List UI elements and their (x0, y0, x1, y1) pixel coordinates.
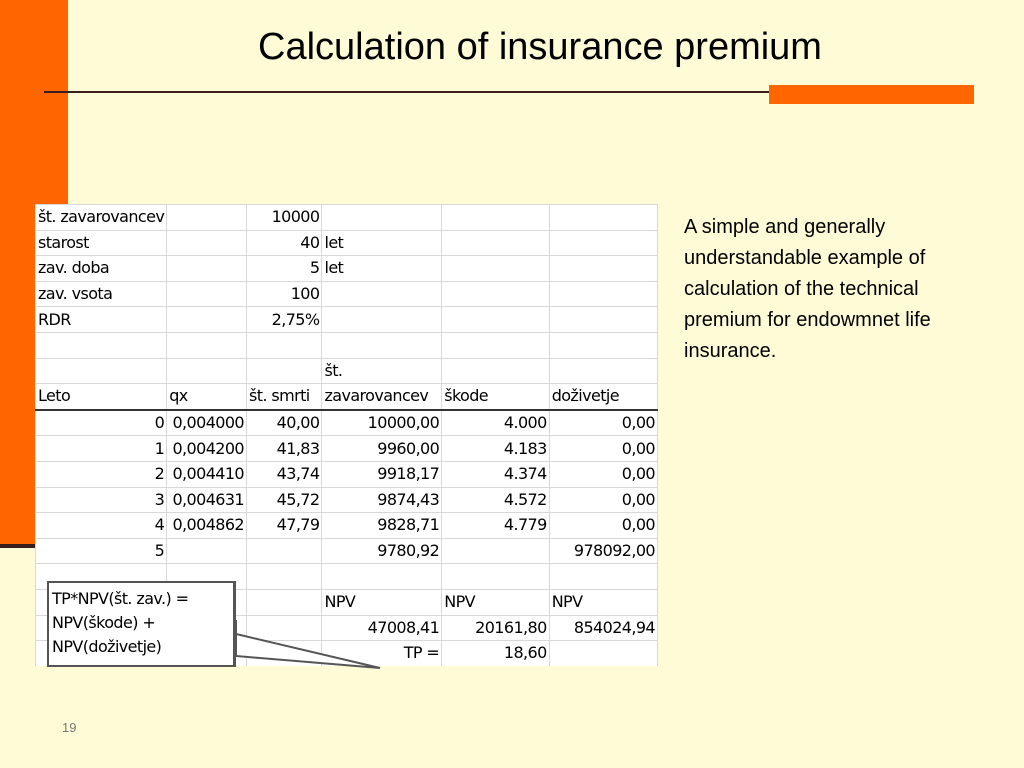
description-text: A simple and generally understandable example of calculation of the technical premium for endowmnet life insurance. (684, 216, 931, 362)
table-cell: NPV (442, 589, 549, 615)
table-cell (549, 281, 657, 307)
table-cell (442, 564, 549, 590)
table-cell (549, 230, 657, 256)
table-cell: 2 (36, 461, 167, 487)
table-cell: 20161,80 (442, 615, 549, 641)
table-cell: 0,00 (549, 487, 657, 513)
table-cell (322, 332, 442, 358)
table-cell (549, 205, 657, 231)
column-header: Leto (36, 384, 167, 410)
table-cell: zav. vsota (36, 281, 167, 307)
table-cell: 854024,94 (549, 615, 657, 641)
table-cell (36, 358, 167, 384)
table-cell: 0,00 (549, 436, 657, 462)
table-cell: RDR (36, 307, 167, 333)
table-cell: 4.779 (442, 513, 549, 539)
table-cell (322, 281, 442, 307)
table-cell: 4 (36, 513, 167, 539)
table-cell (36, 332, 167, 358)
table-cell: 9828,71 (322, 513, 442, 539)
table-cell (549, 641, 657, 666)
table-cell: let (322, 230, 442, 256)
table-cell: 0,00 (549, 513, 657, 539)
table-cell (167, 205, 247, 231)
table-cell (167, 281, 247, 307)
table-cell: 4.000 (442, 410, 549, 436)
table-cell (322, 564, 442, 590)
table-row (36, 205, 658, 231)
table-cell: 9918,17 (322, 461, 442, 487)
header-row (36, 384, 658, 410)
table-cell (442, 205, 549, 231)
table-cell: 0,004631 (167, 487, 247, 513)
table-cell (167, 307, 247, 333)
table-cell: 45,72 (247, 487, 322, 513)
table-cell: 0,004862 (167, 513, 247, 539)
table-cell: 3 (36, 487, 167, 513)
table-cell (549, 256, 657, 282)
table-cell: 978092,00 (549, 538, 657, 564)
slide-title: Calculation of insurance premium (258, 26, 822, 68)
table-cell (167, 332, 247, 358)
table-cell: 5 (36, 538, 167, 564)
table-cell: 9780,92 (322, 538, 442, 564)
table-row (36, 358, 658, 384)
table-cell (247, 589, 322, 615)
table-cell: 0,00 (549, 461, 657, 487)
table-cell (442, 538, 549, 564)
table-cell: let (322, 256, 442, 282)
table-cell (247, 332, 322, 358)
table-row (36, 513, 658, 539)
title-accent-block (769, 85, 974, 104)
table-cell (442, 256, 549, 282)
table-cell (322, 205, 442, 231)
table-cell (167, 256, 247, 282)
column-header: zavarovancev (322, 384, 442, 410)
table-row (36, 410, 658, 436)
table-row (36, 332, 658, 358)
formula-callout: TP*NPV(št. zav.) = NPV(škode) + NPV(doživetje) (47, 581, 236, 667)
table-row (36, 487, 658, 513)
table-cell (247, 564, 322, 590)
table-cell: 5 (247, 256, 322, 282)
column-header: qx (167, 384, 247, 410)
table-cell: zav. doba (36, 256, 167, 282)
table-cell (442, 307, 549, 333)
table-cell (167, 358, 247, 384)
table-cell: 2,75% (247, 307, 322, 333)
table-row (36, 461, 658, 487)
table-cell: NPV (322, 589, 442, 615)
table-cell: št. (322, 358, 442, 384)
table-cell: NPV (549, 589, 657, 615)
column-header: škode (442, 384, 549, 410)
table-cell: 100 (247, 281, 322, 307)
table-cell: 47008,41 (322, 615, 442, 641)
table-cell (167, 230, 247, 256)
table-cell: 4.374 (442, 461, 549, 487)
table-row (36, 256, 658, 282)
table-cell (167, 538, 247, 564)
table-cell: 18,60 (442, 641, 549, 666)
table-cell: 40 (247, 230, 322, 256)
table-cell: TP = (322, 641, 442, 666)
table-cell (247, 538, 322, 564)
table-cell: 10000 (247, 205, 322, 231)
table-row (36, 230, 658, 256)
table-cell (549, 332, 657, 358)
table-cell (442, 332, 549, 358)
table-cell: 4.572 (442, 487, 549, 513)
table-cell: starost (36, 230, 167, 256)
table-cell: 40,00 (247, 410, 322, 436)
table-cell: 9960,00 (322, 436, 442, 462)
table-row (36, 538, 658, 564)
table-cell: 0,004000 (167, 410, 247, 436)
table-row (36, 436, 658, 462)
table-cell (442, 230, 549, 256)
table-cell (442, 358, 549, 384)
table-row (36, 281, 658, 307)
table-cell: 47,79 (247, 513, 322, 539)
table-cell: 41,83 (247, 436, 322, 462)
callout-pointer (230, 620, 430, 668)
table-cell: 43,74 (247, 461, 322, 487)
table-cell: 0,00 (549, 410, 657, 436)
table-cell: 0,004410 (167, 461, 247, 487)
table-cell: 0,004200 (167, 436, 247, 462)
table-cell: 0 (36, 410, 167, 436)
table-cell: št. zavarovancev (36, 205, 167, 231)
table-cell: 1 (36, 436, 167, 462)
table-cell (247, 358, 322, 384)
table-cell: 4.183 (442, 436, 549, 462)
table-cell: 9874,43 (322, 487, 442, 513)
table-cell (322, 307, 442, 333)
column-header: št. smrti (247, 384, 322, 410)
slide-number: 19 (62, 720, 77, 735)
column-header: doživetje (549, 384, 657, 410)
table-cell (549, 358, 657, 384)
table-cell: 10000,00 (322, 410, 442, 436)
table-cell (549, 307, 657, 333)
table-cell (442, 281, 549, 307)
table-row (36, 307, 658, 333)
table-cell (549, 564, 657, 590)
